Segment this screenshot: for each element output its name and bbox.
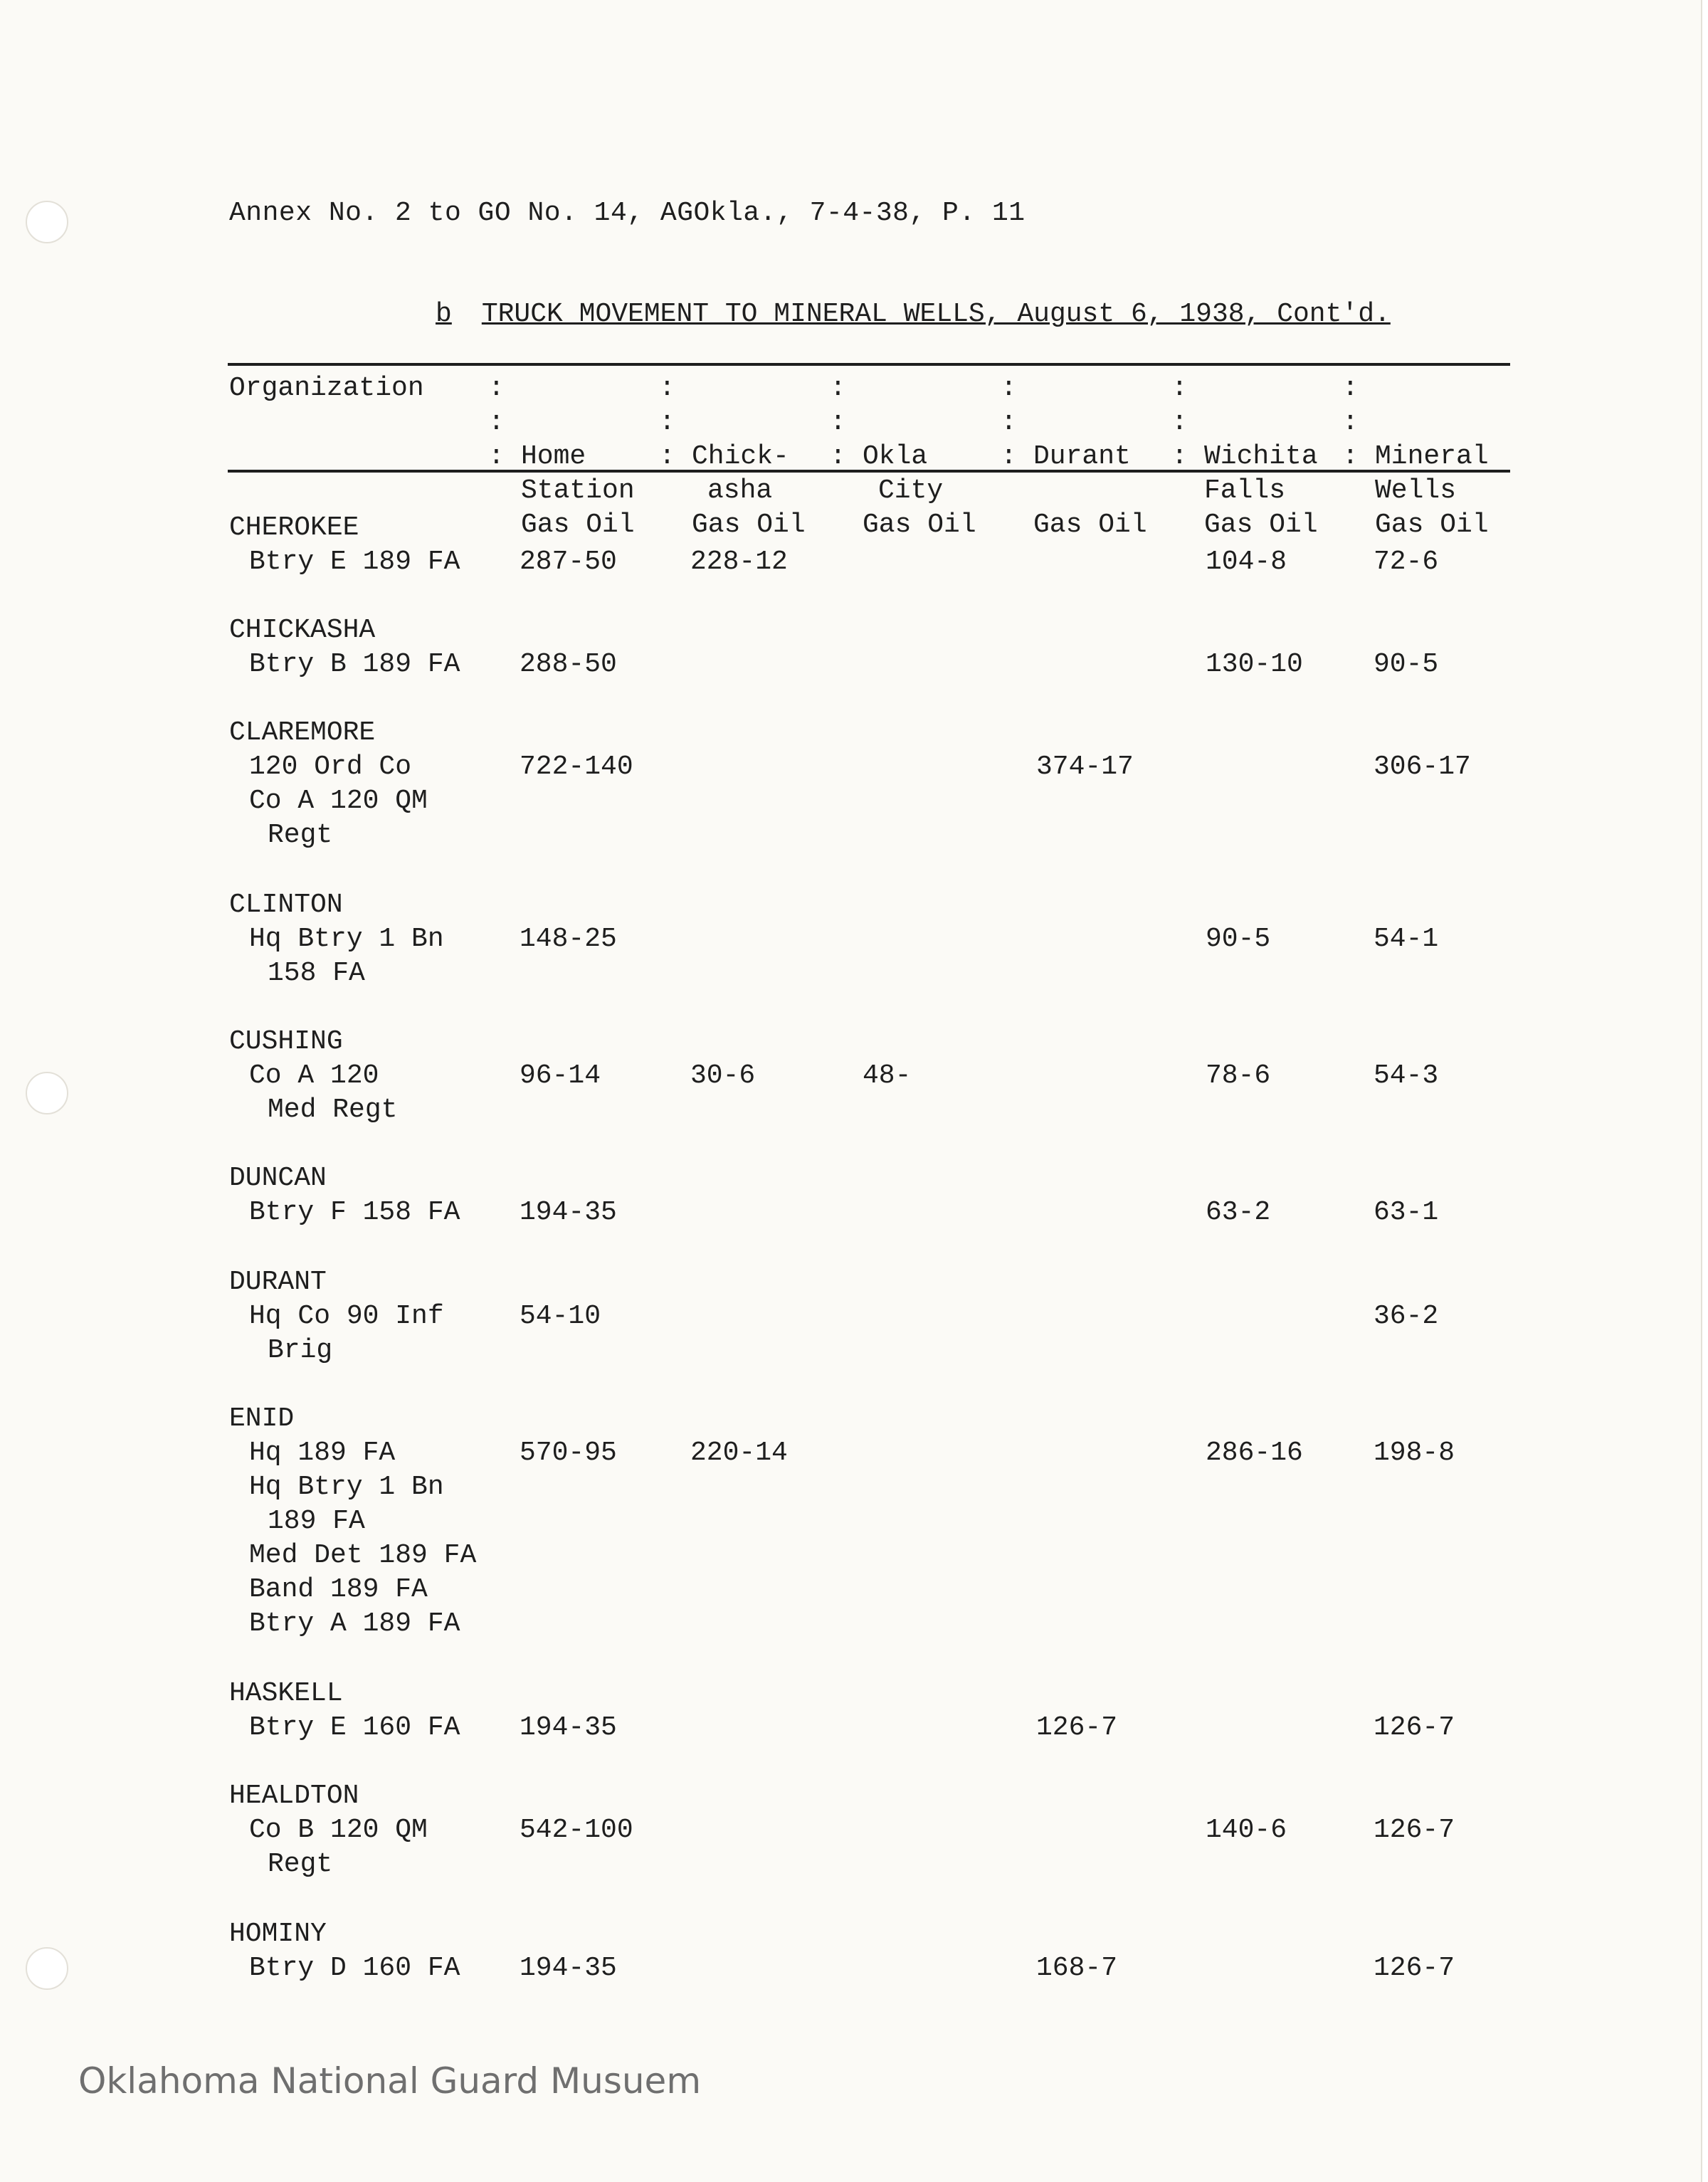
row-location: DURANT (229, 1267, 327, 1297)
row-location: HOMINY (229, 1919, 327, 1949)
row-unit: Regt (268, 1849, 333, 1880)
row-location: CHEROKEE (229, 512, 359, 543)
table-row (229, 1917, 1510, 1986)
table-row (229, 1677, 1510, 1745)
row-unit: Band 189 FA (249, 1574, 428, 1605)
cell-durant: 374-17 (1036, 752, 1134, 782)
cell-mineral: 126-7 (1374, 1712, 1455, 1743)
col-header-okla-city: Okla City Gas Oil (863, 441, 976, 540)
row-unit: Co A 120 QM (249, 786, 428, 816)
cell-durant: 168-7 (1036, 1953, 1118, 1983)
cell-wichita: 130-10 (1206, 649, 1303, 680)
table-row (229, 1402, 1510, 1641)
table-row (229, 716, 1510, 853)
punch-hole (26, 201, 68, 243)
cell-home: 722-140 (520, 752, 633, 782)
cell-mineral: 126-7 (1374, 1953, 1455, 1983)
cell-mineral: 54-1 (1374, 924, 1439, 954)
col-header-chickasha: Chick- asha Gas Oil (692, 441, 806, 540)
row-location: DUNCAN (229, 1163, 327, 1193)
row-unit: Btry D 160 FA (249, 1953, 460, 1983)
cell-mineral: 36-2 (1374, 1301, 1439, 1332)
cell-chickasha: 220-14 (690, 1438, 788, 1468)
punch-hole (26, 1072, 68, 1114)
cell-home: 288-50 (520, 649, 617, 680)
cell-home: 194-35 (520, 1197, 617, 1228)
cell-home: 148-25 (520, 924, 617, 954)
row-location: HASKELL (229, 1678, 343, 1709)
row-unit: Med Det 189 FA (249, 1540, 477, 1571)
row-unit: 120 Ord Co (249, 752, 412, 782)
row-unit: Btry E 160 FA (249, 1712, 460, 1743)
cell-wichita: 140-6 (1206, 1815, 1287, 1845)
section-title: TRUCK MOVEMENT TO MINERAL WELLS, August 6, 1938, Cont'd. (481, 299, 1391, 330)
cell-mineral: 90-5 (1374, 649, 1439, 680)
row-unit: Med Regt (268, 1095, 398, 1125)
cell-wichita: 104-8 (1206, 547, 1287, 577)
col-header-mineral-wells: Mineral Wells Gas Oil (1375, 441, 1489, 540)
row-unit: Hq Btry 1 Bn (249, 1472, 444, 1502)
row-unit: Hq 189 FA (249, 1438, 396, 1468)
annex-reference: Annex No. 2 to GO No. 14, AGOkla., 7-4-38, P. 11 (229, 198, 1026, 228)
row-unit: Brig (268, 1335, 333, 1366)
cell-home: 570-95 (520, 1438, 617, 1468)
table-row (229, 1161, 1510, 1230)
col-header-home: Home Station Gas Oil (521, 441, 635, 540)
row-unit: 189 FA (268, 1506, 365, 1537)
cell-mineral: 54-3 (1374, 1060, 1439, 1091)
cell-home: 194-35 (520, 1712, 617, 1743)
row-unit: Btry B 189 FA (249, 649, 460, 680)
cell-home: 542-100 (520, 1815, 633, 1845)
table-row (229, 888, 1510, 991)
header-separator: : : : (659, 373, 675, 472)
cell-home: 287-50 (520, 547, 617, 577)
header-top-rule (228, 363, 1510, 366)
header-separator: : : : (1001, 373, 1017, 472)
cell-okla: 48- (863, 1060, 912, 1091)
header-bottom-rule (228, 470, 1510, 473)
cell-home: 54-10 (520, 1301, 601, 1332)
header-separator: : : : (1342, 373, 1359, 472)
section-heading (436, 299, 1391, 330)
cell-chickasha: 228-12 (690, 547, 788, 577)
cell-wichita: 90-5 (1206, 924, 1271, 954)
table-row (229, 613, 1510, 682)
section-letter: b (436, 299, 452, 330)
cell-mineral: 63-1 (1374, 1197, 1439, 1228)
cell-home: 194-35 (520, 1953, 617, 1983)
table-row (229, 511, 1510, 579)
row-location: ENID (229, 1403, 295, 1434)
cell-wichita: 63-2 (1206, 1197, 1271, 1228)
cell-mineral: 306-17 (1374, 752, 1471, 782)
col-header-durant: Durant Gas Oil (1033, 441, 1147, 540)
row-unit: Btry A 189 FA (249, 1608, 460, 1639)
cell-durant: 126-7 (1036, 1712, 1118, 1743)
col-header-organization: Organization (229, 373, 424, 404)
table-row (229, 1265, 1510, 1368)
row-location: CLINTON (229, 890, 343, 920)
table-row (229, 1779, 1510, 1882)
punch-hole (26, 1947, 68, 1990)
cell-chickasha: 30-6 (690, 1060, 756, 1091)
cell-home: 96-14 (520, 1060, 601, 1091)
row-unit: Regt (268, 820, 333, 850)
row-location: HEALDTON (229, 1781, 359, 1811)
header-separator: : : : (830, 373, 846, 472)
header-separator: : : : (488, 373, 505, 472)
row-unit: Hq Btry 1 Bn (249, 924, 444, 954)
header-separator: : : : (1171, 373, 1188, 472)
row-unit: Co B 120 QM (249, 1815, 428, 1845)
col-header-wichita-falls: Wichita Falls Gas Oil (1204, 441, 1318, 540)
cell-mineral: 72-6 (1374, 547, 1439, 577)
row-unit: 158 FA (268, 958, 365, 989)
row-unit: Co A 120 (249, 1060, 379, 1091)
row-unit: Btry F 158 FA (249, 1197, 460, 1228)
table-row (229, 1025, 1510, 1127)
cell-mineral: 126-7 (1374, 1815, 1455, 1845)
watermark: Oklahoma National Guard Musuem (78, 2060, 702, 2102)
row-unit: Btry E 189 FA (249, 547, 460, 577)
row-unit: Hq Co 90 Inf (249, 1301, 444, 1332)
row-location: CLAREMORE (229, 717, 376, 748)
cell-wichita: 78-6 (1206, 1060, 1271, 1091)
row-location: CUSHING (229, 1026, 343, 1057)
cell-mineral: 198-8 (1374, 1438, 1455, 1468)
row-location: CHICKASHA (229, 615, 376, 645)
cell-wichita: 286-16 (1206, 1438, 1303, 1468)
